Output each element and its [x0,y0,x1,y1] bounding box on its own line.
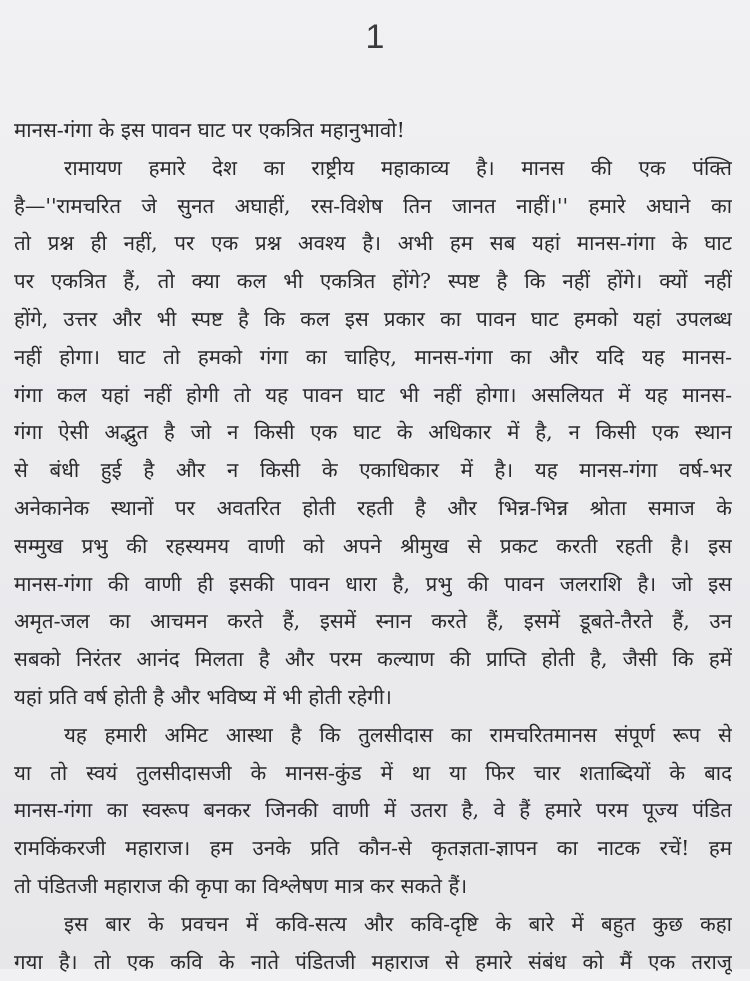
text-line: सबको निरंतर आनंद मिलता है और परम कल्याण की प्राप्ति होती है, जैसी कि हमें [14,647,732,672]
text-line: गंगा ऐसी अद्भुत है जो न किसी एक घाट के अधिकार में है, न किसी एक स्थान [14,420,732,445]
text-line: गया है। तो एक कवि के नाते पंडितजी महाराज से हमारे संबंध को मैं एक तराजू [14,949,732,974]
text-line-paragraph-start: यह हमारी अमिट आस्था है कि तुलसीदास का रामचरितमानस संपूर्ण रूप से [64,722,732,747]
text-line: या तो स्वयं तुलसीदासजी के मानस-कुंड में था या फिर चार शताब्दियों के बाद [14,760,732,785]
text-line: तो प्रश्न ही नहीं, पर एक प्रश्न अवश्य है। अभी हम सब यहां मानस-गंगा के घाट [14,231,732,256]
text-line: गंगा कल यहां नहीं होगी तो यह पावन घाट भी नहीं होगा। असलियत में यह मानस- [14,382,732,407]
text-line: अमृत-जल का आचमन करते हैं, इसमें स्नान करते हैं, इसमें डूबते-तैरते हैं, उन [14,609,732,634]
text-line: मानस-गंगा की वाणी ही इसकी पावन धारा है, प्रभु की पावन जलराशि है। जो इस [14,571,732,596]
text-line-paragraph-end: तो पंडितजी महाराज की कृपा का विश्लेषण मात्र कर सकते हैं। [14,873,468,898]
text-line: पर एकत्रित हैं, तो क्या कल भी एकत्रित होंगे? स्पष्ट है कि नहीं होंगे। क्यों नहीं [14,269,732,294]
text-line: से बंधी हुई है और न किसी के एकाधिकार में है। यह मानस-गंगा वर्ष-भर [14,458,732,483]
text-line: सम्मुख प्रभु की रहस्यमय वाणी को अपने श्रीमुख से प्रकट करती रहती है। इस [14,533,732,558]
text-line: रामायण हमारे देश का राष्ट्रीय महाकाव्य है। मानस की एक पंक्ति [64,155,732,180]
body-text [14,112,732,981]
text-line: मानस-गंगा का स्वरूप बनकर जिनकी वाणी में उतरा है, वे हैं हमारे परम पूज्य पंडित [14,798,732,823]
text-line-paragraph-start: इस बार के प्रवचन में कवि-सत्य और कवि-दृष्टि के बारे में बहुत कुछ कहा [64,911,732,936]
text-line: रामकिंकरजी महाराज। हम उनके प्रति कौन-से कृतज्ञता-ज्ञापन का नाटक रचें! हम [14,836,732,861]
text-line: है—''रामचरित जे सुनत अघाहीं, रस-विशेष तिन जानत नाहीं।'' हमारे अघाने का [14,193,732,218]
text-line-paragraph-end: यहां प्रति वर्ष होती है और भविष्य में भी होती रहेगी। [14,684,392,709]
text-line: अनेकानेक स्थानों पर अवतरित होती रहती है और भिन्न-भिन्न श्रोता समाज के [14,495,732,520]
text-line: नहीं होगा। घाट तो हमको गंगा का चाहिए, मानस-गंगा का और यदि यह मानस- [14,344,732,369]
text-line: होंगे, उत्तर और भी स्पष्ट है कि कल इस प्रकार का पावन घाट हमको यहां उपलब्ध [14,306,732,331]
page-number: 1 [365,18,385,56]
text-line-salutation: मानस-गंगा के इस पावन घाट पर एकत्रित महानुभावो! [14,118,405,142]
